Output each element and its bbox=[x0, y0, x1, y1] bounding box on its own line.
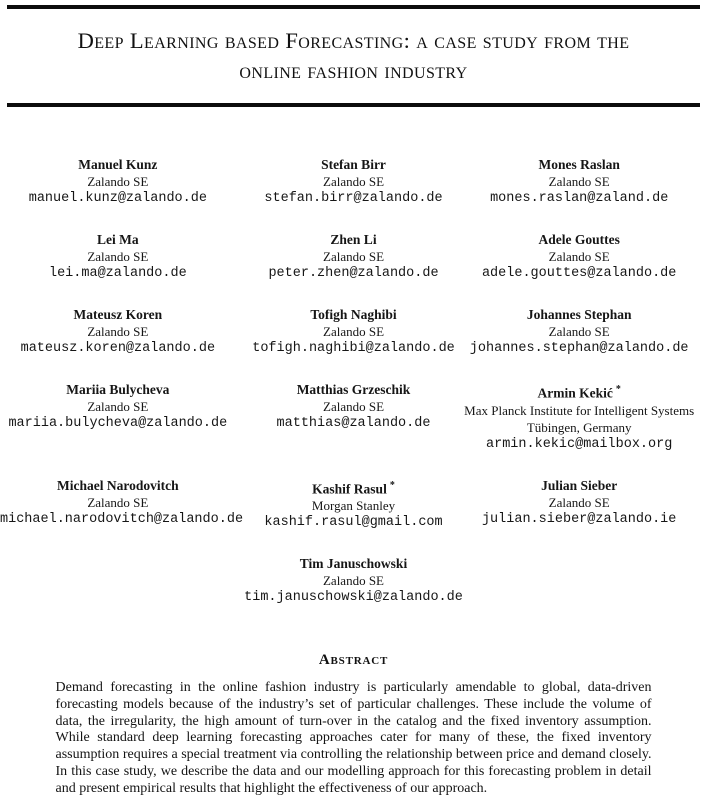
author-email: armin.kekic@mailbox.org bbox=[486, 436, 673, 452]
author-name bbox=[236, 477, 472, 498]
author-cell bbox=[0, 231, 236, 283]
author-name-text: Michael Narodovitch bbox=[57, 477, 179, 493]
author-cell bbox=[236, 231, 472, 283]
author-name-text: Manuel Kunz bbox=[78, 157, 158, 172]
author-cell bbox=[461, 156, 697, 208]
paper-title bbox=[0, 26, 707, 86]
author-name bbox=[0, 156, 236, 173]
author-name bbox=[461, 231, 697, 248]
authors-row bbox=[0, 381, 707, 454]
author-name bbox=[461, 306, 697, 323]
author-cell bbox=[461, 231, 697, 283]
author-name-text: Tim Januschowski bbox=[299, 556, 408, 571]
author-email: johannes.stephan@zalando.de bbox=[469, 341, 689, 356]
author-affiliation: Zalando SE bbox=[548, 494, 610, 510]
author-name bbox=[0, 231, 236, 248]
author-cell bbox=[236, 156, 472, 208]
author-affiliation: Zalando SE bbox=[87, 249, 149, 264]
paper-title-line2: online fashion industry bbox=[239, 58, 468, 83]
author-name-text: Mateusz Koren bbox=[73, 307, 163, 322]
author-affiliation: Zalando SE bbox=[87, 399, 149, 414]
authors-row bbox=[0, 156, 707, 208]
author-name bbox=[461, 477, 697, 494]
authors-row bbox=[0, 477, 707, 533]
abstract-text: Demand forecasting in the online fashion industry is particularly amendable to global, data-driven forecasting models because of the industry’s set of particular challenges. These include the volume of data, the irregularity, the high amount of turn-over in the catalog and the fixed inventory assumption. While standard deep learning forecasting approaches cater for many of these, the fixed inventory assumption requires a special treatment via controlling the relationship between price and demand closely. In this case study, we describe the data and our modelling approach for this forecasting problem in detail and present empirical results that highlight the effectiveness of our approach. bbox=[55, 680, 652, 796]
abstract-section bbox=[0, 651, 707, 798]
abstract-heading: Abstract bbox=[318, 652, 389, 668]
author-affiliation: Zalando SE bbox=[323, 399, 385, 414]
author-name-text: Lei Ma bbox=[97, 232, 139, 247]
author-cell bbox=[236, 306, 472, 358]
author-name bbox=[0, 555, 707, 572]
author-email: lei.ma@zalando.de bbox=[48, 266, 187, 281]
author-name bbox=[236, 381, 472, 398]
author-cell bbox=[0, 306, 236, 358]
paper-page bbox=[0, 5, 707, 800]
author-name-text: Kashif Rasul bbox=[312, 481, 387, 496]
author-footnote-marker: * bbox=[615, 384, 621, 395]
author-email: tim.januschowski@zalando.de bbox=[244, 590, 463, 605]
author-email: matthias@zalando.de bbox=[276, 416, 431, 431]
author-footnote-marker: * bbox=[389, 479, 395, 491]
author-name-text: Adele Gouttes bbox=[538, 232, 620, 247]
authors-row bbox=[0, 555, 707, 607]
title-rule-top bbox=[7, 5, 700, 9]
author-cell bbox=[0, 381, 236, 454]
author-cell bbox=[461, 306, 697, 358]
author-name bbox=[236, 231, 472, 248]
author-email: julian.sieber@zalando.ie bbox=[481, 511, 677, 527]
author-affiliation: Zalando SE bbox=[87, 324, 149, 339]
author-cell bbox=[0, 555, 707, 607]
author-name bbox=[461, 156, 697, 173]
author-email: stefan.birr@zalando.de bbox=[264, 191, 443, 206]
author-email: tofigh.naghibi@zalando.de bbox=[252, 341, 455, 356]
author-email: mateusz.koren@zalando.de bbox=[20, 341, 216, 356]
author-name bbox=[461, 381, 697, 402]
author-name-text: Julian Sieber bbox=[541, 477, 618, 493]
author-affiliation: Zalando SE bbox=[548, 324, 610, 339]
author-name-text: Johannes Stephan bbox=[526, 307, 632, 322]
author-name-text: Stefan Birr bbox=[321, 157, 386, 172]
author-cell bbox=[0, 156, 236, 208]
author-cell bbox=[236, 477, 472, 533]
author-affiliation: Zalando SE bbox=[323, 174, 385, 189]
author-name bbox=[0, 477, 236, 494]
author-name bbox=[236, 306, 472, 323]
author-email: manuel.kunz@zalando.de bbox=[28, 191, 207, 206]
author-affiliation: Zalando SE bbox=[323, 249, 385, 264]
author-affiliation: Max Planck Institute for Intelligent Systems bbox=[464, 402, 695, 418]
author-name-text: Tofigh Naghibi bbox=[310, 307, 397, 322]
author-affiliation: Morgan Stanley bbox=[311, 498, 396, 513]
author-name bbox=[236, 156, 472, 173]
author-name bbox=[0, 381, 236, 398]
author-email: peter.zhen@zalando.de bbox=[268, 266, 439, 281]
authors-row bbox=[0, 231, 707, 283]
author-email: mariia.bulycheva@zalando.de bbox=[8, 416, 228, 431]
author-email: mones.raslan@zaland.de bbox=[490, 191, 669, 206]
author-name-text: Matthias Grzeschik bbox=[296, 382, 411, 397]
author-affiliation: Zalando SE bbox=[322, 573, 384, 588]
author-email: michael.narodovitch@zalando.de bbox=[0, 511, 244, 527]
author-affiliation: Zalando SE bbox=[548, 174, 610, 189]
author-cell bbox=[0, 477, 244, 533]
author-name-text: Mones Raslan bbox=[538, 157, 620, 172]
author-name-text: Zhen Li bbox=[330, 232, 377, 247]
authors-row bbox=[0, 306, 707, 358]
author-name-text: Mariia Bulycheva bbox=[66, 382, 170, 397]
author-cell bbox=[236, 381, 472, 454]
author-affiliation: Zalando SE bbox=[87, 174, 149, 189]
author-affiliation: Zalando SE bbox=[323, 324, 385, 339]
author-affiliation: Zalando SE bbox=[548, 249, 610, 264]
author-cell bbox=[461, 381, 697, 454]
author-name-text: Armin Kekić bbox=[537, 385, 613, 401]
author-name bbox=[0, 306, 236, 323]
paper-title-line1: Deep Learning based Forecasting: a case study from the bbox=[77, 28, 630, 53]
author-email: adele.gouttes@zalando.de bbox=[481, 266, 677, 281]
author-email: kashif.rasul@gmail.com bbox=[264, 515, 443, 530]
authors-section bbox=[0, 107, 707, 607]
author-affiliation: Zalando SE bbox=[87, 494, 149, 510]
author-affiliation: Tübingen, Germany bbox=[526, 419, 632, 435]
author-cell bbox=[461, 477, 697, 533]
